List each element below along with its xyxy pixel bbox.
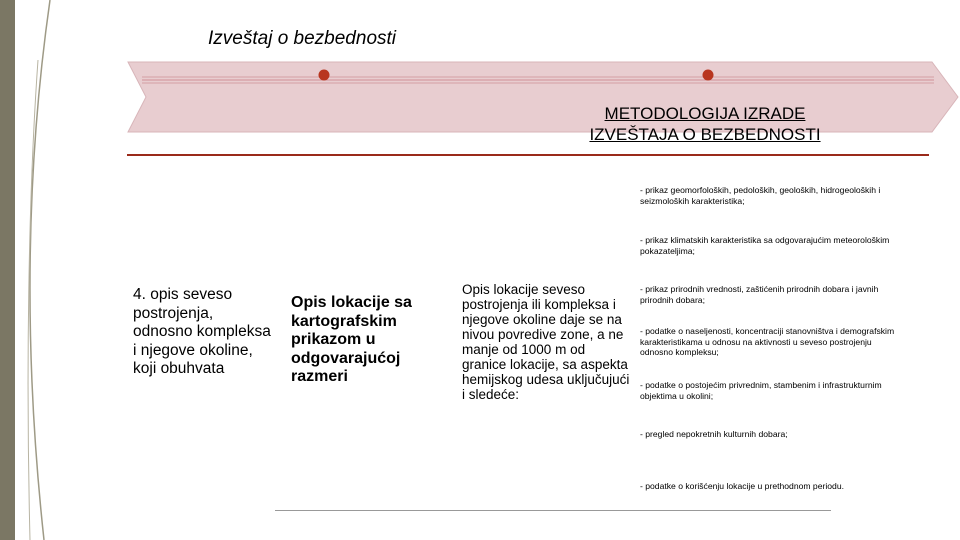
timeline-dot-2 <box>703 70 714 81</box>
slide-title: Izveštaj o bezbednosti <box>208 28 397 49</box>
heading-divider <box>127 154 929 156</box>
list-item: - podatke o postojećim privrednim, stambenim i infrastrukturnim objektima u okolini; <box>640 380 882 401</box>
section-heading-line1: METODOLOGIJA IZRADE <box>604 104 806 123</box>
middle-column-text: Opis lokacije sa kartografskim prikazom u odgovarajućoj razmeri <box>291 294 412 385</box>
list-item: - podatke o naseljenosti, koncentraciji stanovništva i demografskim karakteristikama u odnosu na aktivnosti u seveso postrojenju odnosno kompleksu; <box>640 326 895 357</box>
list-item: - prikaz klimatskih karakteristika sa odgovarajućim meteorološkim pokazateljima; <box>640 235 890 256</box>
section-heading-line2: IZVEŠTAJA O BEZBEDNOSTI <box>589 125 821 144</box>
bottom-divider <box>275 510 831 511</box>
list-item: - prikaz prirodnih vrednosti, zaštićenih prirodnih dobara i javnih prirodnih dobara; <box>640 284 879 305</box>
timeline-dot-1 <box>319 70 330 81</box>
section-heading <box>520 103 890 145</box>
left-column-text: 4. opis seveso postrojenja, odnosno kompleksa i njegove okoline, koji obuhvata <box>133 286 271 377</box>
list-item: - pregled nepokretnih kulturnih dobara; <box>640 429 788 439</box>
decorative-lines <box>0 0 60 540</box>
right-column-text: Opis lokacije seveso postrojenja ili kompleksa i njegove okoline daje se na nivou povredive zone, a ne manje od 1000 m od granice lokacije, sa aspekta hemijskog udesa uključujući i sledeće: <box>462 282 630 402</box>
list-item: - prikaz geomorfoloških, pedoloških, geoloških, hidrogeoloških i seizmoloških karakteristika; <box>640 185 881 206</box>
list-item: - podatke o korišćenju lokacije u prethodnom periodu. <box>640 481 844 491</box>
